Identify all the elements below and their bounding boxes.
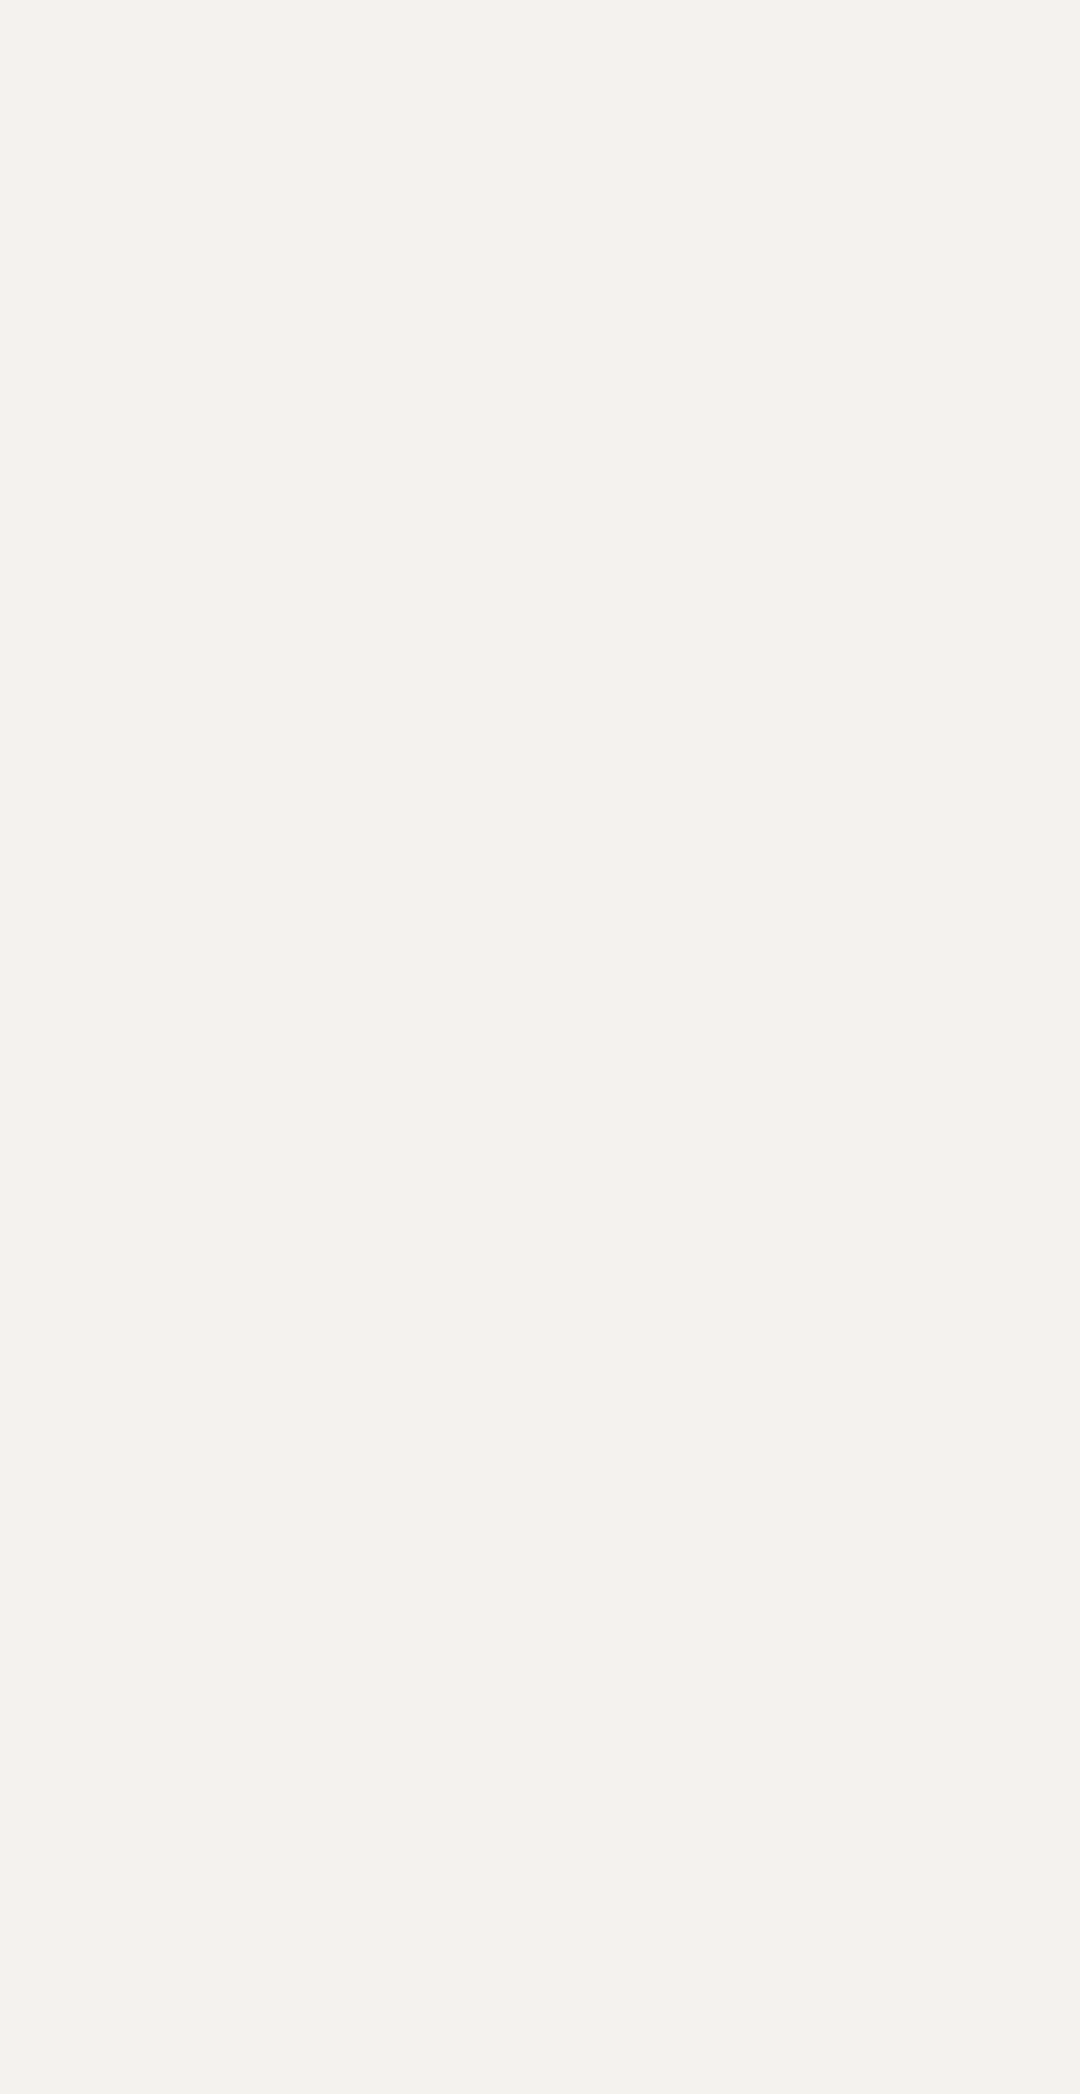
exam-page xyxy=(0,0,1080,2094)
